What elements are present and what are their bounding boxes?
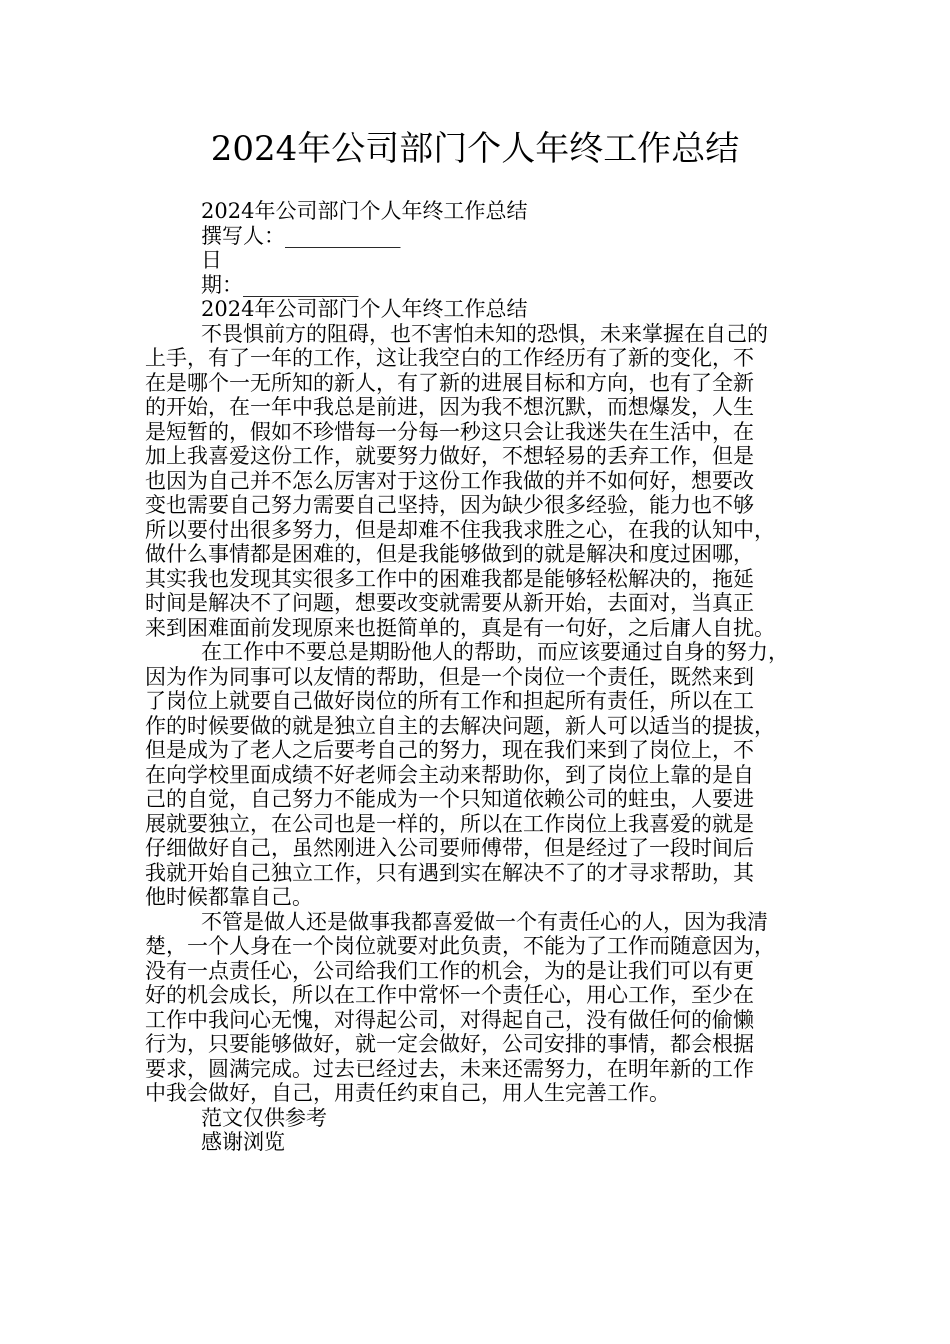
paragraph-line: 因为作为同事可以友情的帮助，但是一个岗位一个责任，既然来到 xyxy=(145,664,754,689)
paragraph-line: 变也需要自己努力需要自己坚持，因为缺少很多经验，能力也不够 xyxy=(145,493,754,517)
document-body xyxy=(145,199,813,1155)
paragraph-line: 要求，圆满完成。过去已经过去，未来还需努力，在明年新的工作 xyxy=(145,1056,754,1081)
document-title: 2024年公司部门个人年终工作总结 xyxy=(210,129,740,169)
paragraph-line: 不管是做人还是做事我都喜爱做一个有责任心的人，因为我清 xyxy=(201,909,768,934)
paragraph-line: 在向学校里面成绩不好老师会主动来帮助你，到了岗位上靠的是自 xyxy=(145,762,754,787)
paragraph-line: 上手，有了一年的工作，这让我空白的工作经历有了新的变化，不 xyxy=(145,346,754,370)
paragraph-line: 中我会做好，自己，用责任约束自己，用人生完善工作。 xyxy=(145,1081,670,1105)
paragraph-line: 作的时候要做的就是独立自主的去解决问题，新人可以适当的提拔， xyxy=(145,713,775,738)
paragraph-line: 做什么事情都是困难的，但是我能够做到的就是解决和度过困哪， xyxy=(145,542,754,566)
paragraph-line: 展就要独立，在公司也是一样的，所以在工作岗位上我喜爱的就是 xyxy=(145,811,754,836)
header-line: 2024年公司部门个人年终工作总结 xyxy=(201,199,528,223)
paragraph-line: 工作中我问心无愧，对得起公司，对得起自己，没有做任何的偷懒 xyxy=(145,1007,754,1032)
paragraph-line: 的开始，在一年中我总是前进，因为我不想沉默，而想爆发，人生 xyxy=(145,395,754,419)
paragraph-line: 行为，只要能够做好，就一定会做好，公司安排的事情，都会根据 xyxy=(145,1032,754,1056)
paragraph-line: 其实我也发现其实很多工作中的困难我都是能够轻松解决的，拖延 xyxy=(145,566,754,591)
paragraph-line: 但是成为了老人之后要考自己的努力，现在我们来到了岗位上，不 xyxy=(145,738,754,762)
paragraph-line: 不畏惧前方的阻碍，也不害怕未知的恐惧，未来掌握在自己的 xyxy=(201,321,768,346)
paragraphs-container xyxy=(145,322,813,1106)
paragraph-line: 在工作中不要总是期盼他人的帮助，而应该要通过自身的努力， xyxy=(201,640,789,664)
paragraph-line: 在是哪个一无所知的新人，有了新的进展目标和方向，也有了全新 xyxy=(145,370,754,395)
paragraph xyxy=(145,910,813,1106)
date-label-line: 日 xyxy=(201,248,222,272)
paragraph-line: 仔细做好自己，虽然刚进入公司要师傅带，但是经过了一段时间后 xyxy=(145,836,754,860)
paragraph-line: 也因为自己并不怎么厉害对于这份工作我做的并不如何好，想要改 xyxy=(145,468,754,493)
paragraph xyxy=(145,322,813,641)
paragraph-line: 己的自觉，自己努力不能成为一个只知道依赖公司的蛀虫，人要进 xyxy=(145,787,754,811)
author-line: 撰写人：___________ xyxy=(201,223,401,248)
paragraph-line: 是短暂的，假如不珍惜每一分每一秒这只会让我迷失在生活中，在 xyxy=(145,419,754,444)
paragraph-line: 他时候都靠自己。 xyxy=(145,885,313,909)
subtitle-line: 2024年公司部门个人年终工作总结 xyxy=(201,297,528,321)
paragraph-line: 来到困难面前发现原来也挺简单的，真是有一句好，之后庸人自扰。 xyxy=(145,615,775,640)
paragraph-line: 好的机会成长，所以在工作中常怀一个责任心，用心工作，至少在 xyxy=(145,983,754,1007)
paragraph-line: 了岗位上就要自己做好岗位的所有工作和担起所有责任，所以在工 xyxy=(145,689,754,713)
paragraph-line: 时间是解决不了问题，想要改变就需要从新开始，去面对，当真正 xyxy=(145,591,754,615)
footer-thanks: 感谢浏览 xyxy=(201,1130,285,1154)
paragraph-line: 我就开始自己独立工作，只有遇到实在解决不了的才寻求帮助，其 xyxy=(145,860,754,885)
paragraph-line: 没有一点责任心，公司给我们工作的机会，为的是让我们可以有更 xyxy=(145,958,754,983)
date-value-line: 期：___________ xyxy=(201,272,359,297)
paragraph xyxy=(145,640,813,910)
paragraph-line: 楚，一个人身在一个岗位就要对此负责，不能为了工作而随意因为， xyxy=(145,934,775,958)
footer-note: 范文仅供参考 xyxy=(201,1105,327,1130)
paragraph-line: 所以要付出很多努力，但是却难不住我我求胜之心，在我的认知中， xyxy=(145,517,775,542)
paragraph-line: 加上我喜爱这份工作，就要努力做好，不想轻易的丢弃工作，但是 xyxy=(145,444,754,468)
